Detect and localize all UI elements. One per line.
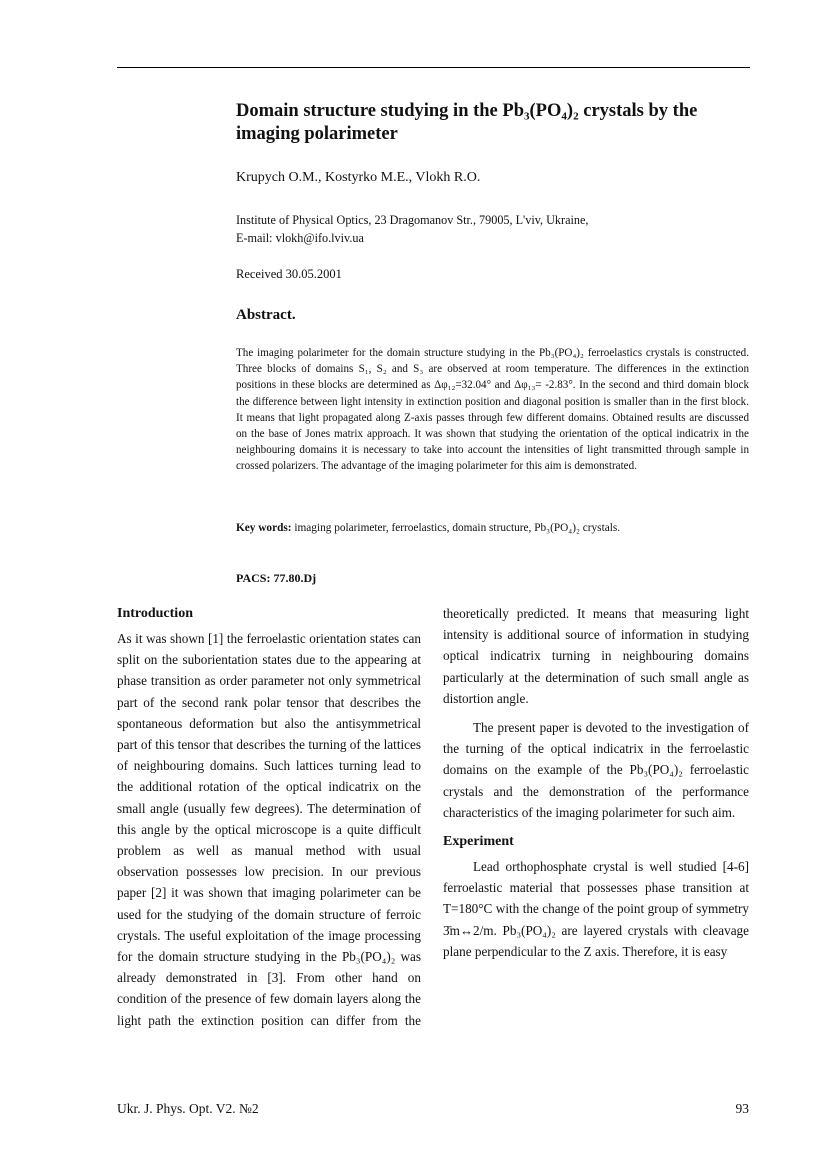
keywords-text: imaging polarimeter, ferroelastics, domain structure, Pb₃(PO₄)₂ crystals.: [291, 522, 621, 534]
right-column: [443, 603, 749, 962]
keywords-label: Key words:: [236, 522, 292, 534]
experiment-paragraph-1: Lead orthophosphate crystal is well studied [4-6] ferroelastic material that possesses phase transition at T=180°C with the change of the point group of symmetry 3̄m↔2/m. Pb₃(PO₄)₂ are layered crystals with cleavage plane perpendicular to the Z axis. Therefore, it is easy: [443, 859, 749, 959]
paper-title: Domain structure studying in the Pb₃(PO₄)₂ crystals by the imaging polarimeter: [236, 101, 698, 144]
introduction-heading: Introduction: [117, 606, 193, 621]
pacs-code: PACS: 77.80.Dj: [236, 571, 317, 585]
journal-footer: Ukr. J. Phys. Opt. V2. №2: [117, 1101, 259, 1116]
keywords: [236, 522, 756, 534]
header-rule: [117, 67, 750, 68]
intro-paragraph-1: As it was shown [1] the ferroelastic orientation states can split on the suborientation states due to the appearing at phase transition as order parameter not only symmetrical part of the second rank polar tensor that describes the spontaneous deformation but also the antisymmetrical part of this tensor that describes the turning of the lattices of neighbouring domains. Such lattices turning lead to the additional rotation of the optical indicatrix on the small angle (usually few degrees). The determination of this angle by the optical microscope is a quite difficult problem as well as manual method with usual observation possesses low precision. In our previous paper [2] it was shown that imaging polarimeter can be used for the studying of the domain structure of ferroic crystals. The useful exploitation of the image processing for the domain structure studying in the Pb₃(PO₄)₂ was already demonstrated in [3]. From other hand on condition of the presence of few domain layers along the light path the extinction position can differ from the: [117, 631, 421, 1028]
affiliation: [236, 211, 588, 247]
left-column: [117, 603, 421, 1031]
received-date: Received 30.05.2001: [236, 267, 342, 281]
affiliation-address: Institute of Physical Optics, 23 Dragomanov Str., 79005, L'viv, Ukraine,: [236, 213, 589, 227]
affiliation-email: E-mail: vlokh@ifo.lviv.ua: [236, 231, 364, 245]
intro-paragraph-1-continued: theoretically predicted. It means that measuring light intensity is additional source of information in studying optical indicatrix turning in neighbouring domains particularly at the determination of such small angle as distortion angle.: [443, 606, 749, 706]
abstract-text: The imaging polarimeter for the domain structure studying in the Pb₃(PO₄)₂ ferroelastics crystals is constructed. Three blocks of domains S₁, S₂ and S₃ are observed at room temperature. The differences in the extinction positions in these blocks are determined as Δφ₁₂=32.04° and Δφ₁₃= -2.83°. In the second and third domain block the difference between light intensity in extinction position and diagonal position is smaller than in the first block. It means that light propagated along Z-axis passes through few different domains. Obtained results are discussed on the base of Jones matrix approach. It was shown that studying the orientation of the optical indicatrix in the neighbouring domains it is necessary to take into account the intensities of light transmitted through sample in crossed polarizers. The advantage of the imaging polarimeter for this aim is demonstrated.: [236, 347, 749, 473]
abstract-heading: Abstract.: [236, 307, 296, 323]
page-number: 93: [735, 1101, 749, 1116]
experiment-heading: Experiment: [443, 834, 514, 850]
authors: Krupych O.M., Kostyrko M.E., Vlokh R.O.: [236, 170, 481, 185]
intro-paragraph-2: The present paper is devoted to the investigation of the turning of the optical indicatrix in the ferroelastic domains on the example of the Pb₃(PO₄)₂ ferroelastic crystals and the demonstration of the performance characteristics of the imaging polarimeter for such aim.: [443, 720, 749, 820]
